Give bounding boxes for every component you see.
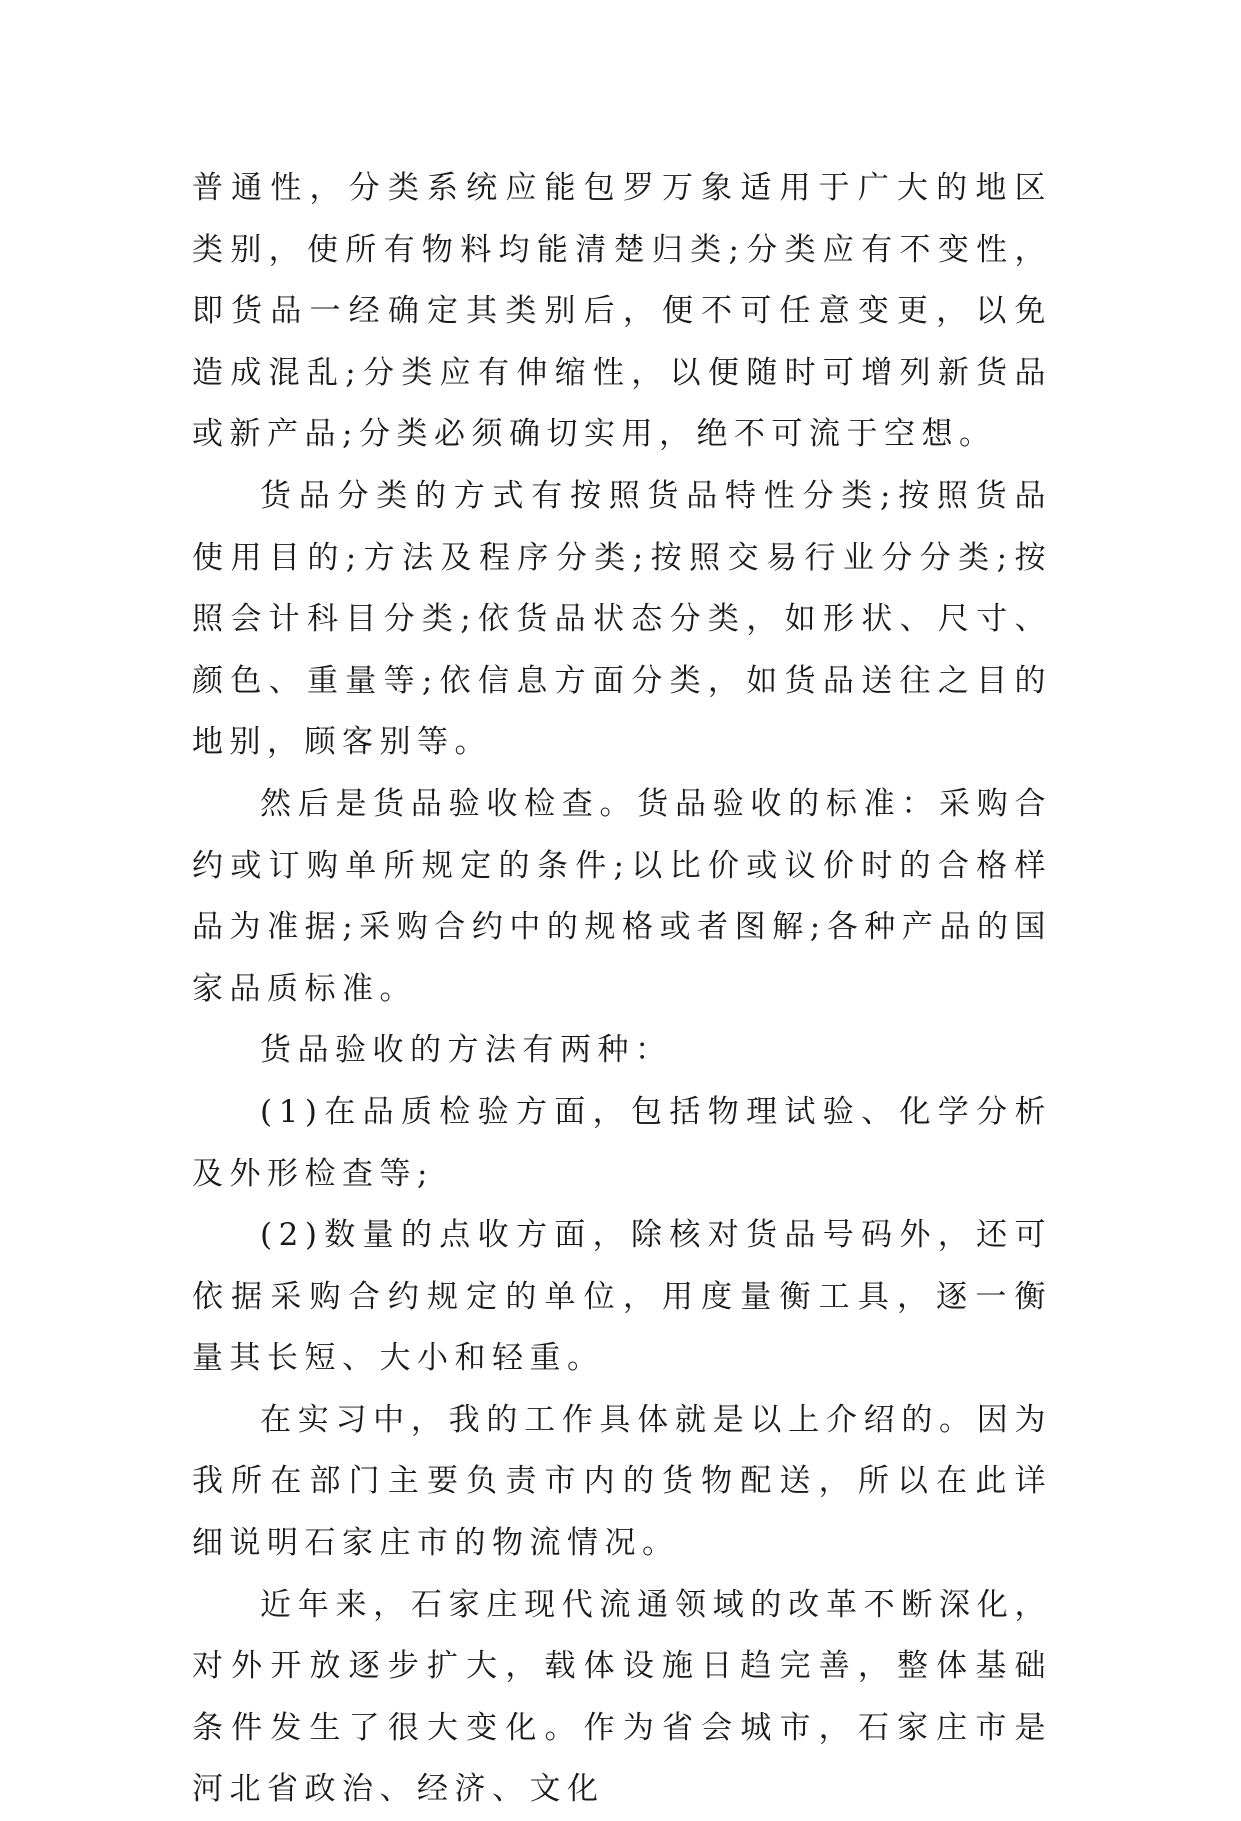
- paragraph-2: 货品分类的方式有按照货品特性分类;按照货品使用目的;方法及程序分类;按照交易行业分分类;按照会计科目分类;依货品状态分类，如形状、尺寸、颜色、重量等;依信息方面分类，如货品送往之目的地别，顾客别等。: [192, 477, 1052, 761]
- body-text: [192, 158, 1052, 1821]
- paragraph-1: 普通性，分类系统应能包罗万象适用于广大的地区类别，使所有物料均能清楚归类;分类应有不变性，即货品一经确定其类别后，便不可任意变更，以免造成混乱;分类应有伸缩性，以便随时可增列新货品或新产品;分类必须确切实用，绝不可流于空想。: [192, 170, 1052, 453]
- paragraph-3: 然后是货品验收检查。货品验收的标准：采购合约或订购单所规定的条件;以比价或议价时的合格样品为准据;采购合约中的规格或者图解;各种产品的国家品质标准。: [192, 785, 1052, 1007]
- paragraph-7: 在实习中，我的工作具体就是以上介绍的。因为我所在部门主要负责市内的货物配送，所以在此详细说明石家庄市的物流情况。: [192, 1401, 1052, 1562]
- paragraph-8: 近年来，石家庄现代流通领域的改革不断深化，对外开放逐步扩大，载体设施日趋完善，整体基础条件发生了很大变化。作为省会城市，石家庄市是河北省政治、经济、文化: [192, 1586, 1052, 1808]
- paragraph-6: (2)数量的点收方面，除核对货品号码外，还可依据采购合约规定的单位，用度量衡工具，逐一衡量其长短、大小和轻重。: [192, 1217, 1052, 1377]
- paragraph-4: 货品验收的方法有两种：: [260, 1032, 673, 1069]
- paragraph-5: (1)在品质检验方面，包括物理试验、化学分析及外形检查等;: [192, 1093, 1052, 1192]
